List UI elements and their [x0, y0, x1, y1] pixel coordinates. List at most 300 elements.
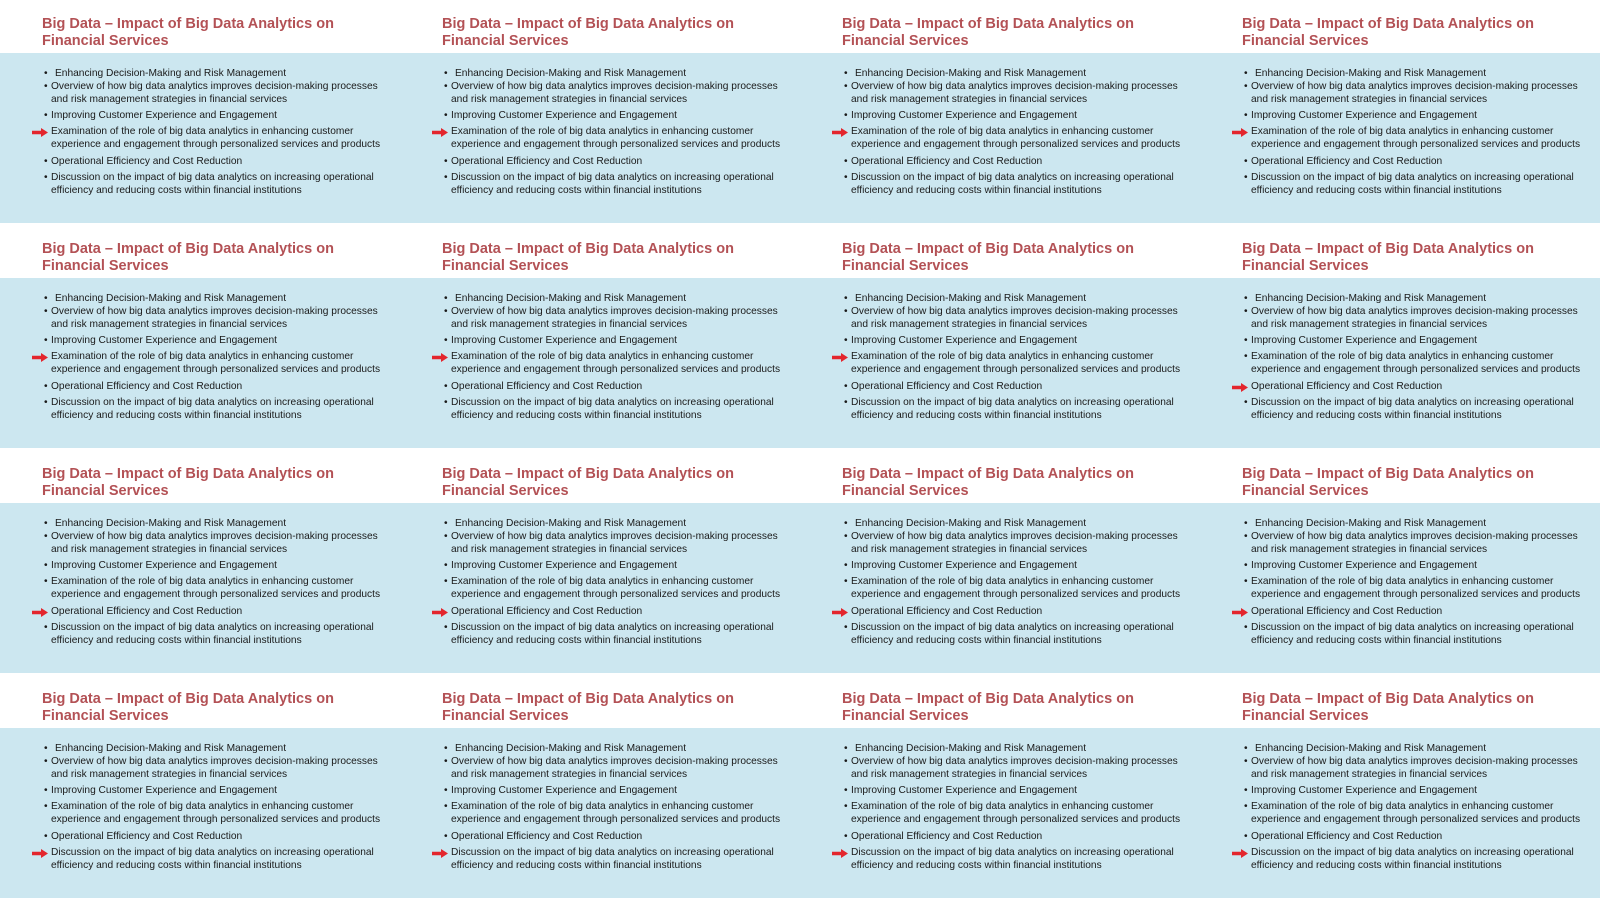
- bullet-text: Examination of the role of big data analytics in enhancing customer experience and engagement through personalized services and products: [1251, 351, 1581, 376]
- bullet-item: [400, 622, 800, 648]
- bullet-text: Operational Efficiency and Cost Reduction: [851, 380, 1043, 392]
- slide-thumbnail[interactable]: [400, 225, 800, 450]
- bullet-item: [1200, 156, 1600, 169]
- bullet-dot: •: [444, 171, 448, 183]
- slide-title: Big Data – Impact of Big Data Analytics on Financial Services: [442, 241, 734, 274]
- bullet-item: [400, 606, 800, 619]
- bullet-dot: •: [1244, 171, 1248, 183]
- bullet-text: Overview of how big data analytics improves decision-making processes and risk management strategies in financial services: [51, 305, 378, 330]
- bullet-dot: •: [444, 380, 448, 392]
- bullet-dot: •: [1244, 305, 1248, 317]
- bullet-text: Overview of how big data analytics improves decision-making processes and risk management strategies in financial services: [451, 305, 778, 330]
- bullet-item: [800, 335, 1200, 348]
- bullet-text: Examination of the role of big data analytics in enhancing customer experience and engagement through personalized services and products: [1251, 801, 1581, 826]
- bullet-item: [0, 110, 400, 123]
- slide-title: Big Data – Impact of Big Data Analytics on Financial Services: [842, 16, 1134, 49]
- bullet-item: [1200, 560, 1600, 573]
- bullet-dot: •: [444, 334, 448, 346]
- bullet-text: Examination of the role of big data analytics in enhancing customer experience and engagement through personalized services and products: [1251, 576, 1581, 601]
- bullet-dot: •: [1244, 109, 1248, 121]
- bullet-item: [400, 518, 800, 531]
- slide-thumbnail[interactable]: [800, 225, 1200, 450]
- bullet-item: [800, 756, 1200, 782]
- bullet-list: [400, 68, 800, 201]
- bullet-item: [0, 606, 400, 619]
- bullet-item: [800, 306, 1200, 332]
- bullet-text: Enhancing Decision-Making and Risk Management: [55, 293, 287, 304]
- bullet-item: [0, 81, 400, 107]
- bullet-dot: •: [844, 576, 848, 588]
- bullet-item: [1200, 606, 1600, 619]
- bullet-list: [0, 518, 400, 651]
- bullet-item: [800, 126, 1200, 152]
- bullet-item: [400, 785, 800, 798]
- bullet-dot: •: [844, 293, 848, 304]
- bullet-text: Examination of the role of big data analytics in enhancing customer experience and engagement through personalized services and products: [51, 576, 381, 601]
- bullet-text: Operational Efficiency and Cost Reduction: [451, 605, 643, 617]
- slide-title: Big Data – Impact of Big Data Analytics on Financial Services: [842, 691, 1134, 724]
- bullet-dot: •: [44, 334, 48, 346]
- slide-thumbnail[interactable]: [400, 0, 800, 225]
- bullet-dot: •: [1244, 576, 1248, 588]
- bullet-dot: •: [44, 801, 48, 813]
- bullet-item: [400, 335, 800, 348]
- slide-title: Big Data – Impact of Big Data Analytics on Financial Services: [42, 466, 334, 499]
- bullet-item: [800, 351, 1200, 377]
- bullet-item: [1200, 68, 1600, 81]
- bullet-item: [0, 335, 400, 348]
- slide-thumbnail[interactable]: [1200, 675, 1600, 900]
- bullet-item: [800, 110, 1200, 123]
- bullet-text: Discussion on the impact of big data analytics on increasing operational efficiency and reducing costs within financial institutions: [51, 846, 374, 871]
- bullet-dot: •: [44, 155, 48, 167]
- bullet-dot: •: [44, 396, 48, 408]
- bullet-dot: •: [44, 576, 48, 588]
- bullet-text: Improving Customer Experience and Engagement: [451, 334, 677, 346]
- bullet-text: Operational Efficiency and Cost Reduction: [51, 605, 243, 617]
- bullet-dot: •: [44, 68, 48, 79]
- bullet-text: Operational Efficiency and Cost Reduction: [851, 155, 1043, 167]
- bullet-item: [0, 847, 400, 873]
- bullet-item: [400, 397, 800, 423]
- bullet-item: [1200, 293, 1600, 306]
- bullet-text: Overview of how big data analytics improves decision-making processes and risk management strategies in financial services: [451, 755, 778, 780]
- bullet-text: Overview of how big data analytics improves decision-making processes and risk management strategies in financial services: [51, 530, 378, 555]
- bullet-item: [1200, 335, 1600, 348]
- bullet-dot: •: [44, 784, 48, 796]
- slide-title: Big Data – Impact of Big Data Analytics on Financial Services: [42, 241, 334, 274]
- bullet-text: Enhancing Decision-Making and Risk Management: [55, 68, 287, 79]
- bullet-item: [800, 847, 1200, 873]
- bullet-dot: •: [1244, 80, 1248, 92]
- bullet-dot: •: [1244, 396, 1248, 408]
- slide-thumbnail[interactable]: [800, 450, 1200, 675]
- bullet-dot: •: [444, 155, 448, 167]
- bullet-item: [400, 756, 800, 782]
- bullet-item: [400, 110, 800, 123]
- bullet-text: Discussion on the impact of big data analytics on increasing operational efficiency and reducing costs within financial institutions: [1251, 621, 1574, 646]
- bullet-text: Improving Customer Experience and Engagement: [851, 559, 1077, 571]
- bullet-text: Discussion on the impact of big data analytics on increasing operational efficiency and reducing costs within financial institutions: [1251, 846, 1574, 871]
- bullet-text: Improving Customer Experience and Engagement: [51, 334, 277, 346]
- bullet-item: [1200, 81, 1600, 107]
- bullet-text: Overview of how big data analytics improves decision-making processes and risk management strategies in financial services: [51, 80, 378, 105]
- slide-thumbnail[interactable]: [0, 225, 400, 450]
- bullet-list: [1200, 293, 1600, 426]
- bullet-text: Discussion on the impact of big data analytics on increasing operational efficiency and reducing costs within financial institutions: [451, 396, 774, 421]
- bullet-text: Overview of how big data analytics improves decision-making processes and risk management strategies in financial services: [1251, 80, 1578, 105]
- bullet-text: Improving Customer Experience and Engagement: [51, 559, 277, 571]
- bullet-list: [0, 293, 400, 426]
- bullet-item: [0, 172, 400, 198]
- bullet-item: [0, 156, 400, 169]
- red-arrow-icon: [1232, 849, 1248, 858]
- bullet-text: Discussion on the impact of big data analytics on increasing operational efficiency and reducing costs within financial institutions: [851, 621, 1174, 646]
- slide-thumbnail[interactable]: [1200, 0, 1600, 225]
- bullet-text: Operational Efficiency and Cost Reduction: [851, 830, 1043, 842]
- bullet-item: [0, 560, 400, 573]
- bullet-dot: •: [44, 830, 48, 842]
- slide-thumbnail[interactable]: [400, 675, 800, 900]
- bullet-text: Examination of the role of big data analytics in enhancing customer experience and engagement through personalized services and products: [451, 801, 781, 826]
- bullet-text: Overview of how big data analytics improves decision-making processes and risk management strategies in financial services: [851, 530, 1178, 555]
- bullet-item: [1200, 351, 1600, 377]
- bullet-list: [400, 743, 800, 876]
- bullet-dot: •: [844, 784, 848, 796]
- bullet-text: Operational Efficiency and Cost Reduction: [51, 155, 243, 167]
- bullet-item: [0, 518, 400, 531]
- bullet-item: [800, 68, 1200, 81]
- bullet-text: Overview of how big data analytics improves decision-making processes and risk management strategies in financial services: [1251, 530, 1578, 555]
- slide-title: Big Data – Impact of Big Data Analytics on Financial Services: [1242, 16, 1534, 49]
- bullet-dot: •: [844, 380, 848, 392]
- bullet-dot: •: [844, 396, 848, 408]
- slide-thumbnail[interactable]: [1200, 225, 1600, 450]
- red-arrow-icon: [432, 353, 448, 362]
- bullet-text: Examination of the role of big data analytics in enhancing customer experience and engagement through personalized services and products: [851, 576, 1181, 601]
- bullet-list: [800, 518, 1200, 651]
- bullet-dot: •: [44, 559, 48, 571]
- bullet-text: Enhancing Decision-Making and Risk Management: [1255, 293, 1487, 304]
- bullet-item: [400, 293, 800, 306]
- bullet-dot: •: [444, 530, 448, 542]
- bullet-text: Overview of how big data analytics improves decision-making processes and risk management strategies in financial services: [851, 755, 1178, 780]
- bullet-dot: •: [1244, 351, 1248, 363]
- bullet-text: Improving Customer Experience and Engagement: [451, 784, 677, 796]
- bullet-item: [800, 531, 1200, 557]
- bullet-text: Overview of how big data analytics improves decision-making processes and risk management strategies in financial services: [1251, 305, 1578, 330]
- bullet-item: [0, 68, 400, 81]
- bullet-dot: •: [444, 518, 448, 529]
- red-arrow-icon: [832, 353, 848, 362]
- bullet-text: Discussion on the impact of big data analytics on increasing operational efficiency and reducing costs within financial institutions: [451, 846, 774, 871]
- bullet-text: Enhancing Decision-Making and Risk Management: [855, 743, 1087, 754]
- bullet-text: Improving Customer Experience and Engagement: [451, 559, 677, 571]
- bullet-dot: •: [44, 109, 48, 121]
- bullet-item: [800, 293, 1200, 306]
- bullet-text: Overview of how big data analytics improves decision-making processes and risk management strategies in financial services: [1251, 755, 1578, 780]
- bullet-dot: •: [1244, 334, 1248, 346]
- bullet-text: Examination of the role of big data analytics in enhancing customer experience and engagement through personalized services and products: [451, 576, 781, 601]
- bullet-item: [0, 126, 400, 152]
- red-arrow-icon: [832, 608, 848, 617]
- bullet-list: [1200, 518, 1600, 651]
- bullet-text: Overview of how big data analytics improves decision-making processes and risk management strategies in financial services: [451, 530, 778, 555]
- bullet-text: Examination of the role of big data analytics in enhancing customer experience and engagement through personalized services and products: [51, 126, 381, 151]
- bullet-dot: •: [44, 743, 48, 754]
- bullet-item: [0, 531, 400, 557]
- bullet-list: [800, 743, 1200, 876]
- bullet-text: Improving Customer Experience and Engagement: [851, 109, 1077, 121]
- bullet-item: [0, 293, 400, 306]
- slide-thumbnail[interactable]: [1200, 450, 1600, 675]
- bullet-item: [400, 306, 800, 332]
- bullet-dot: •: [444, 80, 448, 92]
- bullet-item: [1200, 743, 1600, 756]
- bullet-item: [400, 172, 800, 198]
- bullet-dot: •: [844, 334, 848, 346]
- bullet-text: Discussion on the impact of big data analytics on increasing operational efficiency and reducing costs within financial institutions: [451, 621, 774, 646]
- bullet-dot: •: [444, 293, 448, 304]
- bullet-dot: •: [1244, 559, 1248, 571]
- bullet-list: [0, 743, 400, 876]
- bullet-dot: •: [844, 80, 848, 92]
- bullet-text: Examination of the role of big data analytics in enhancing customer experience and engagement through personalized services and products: [851, 801, 1181, 826]
- bullet-dot: •: [844, 68, 848, 79]
- bullet-dot: •: [444, 755, 448, 767]
- bullet-list: [800, 68, 1200, 201]
- bullet-dot: •: [844, 171, 848, 183]
- bullet-item: [800, 743, 1200, 756]
- bullet-item: [400, 81, 800, 107]
- bullet-list: [400, 293, 800, 426]
- bullet-text: Examination of the role of big data analytics in enhancing customer experience and engagement through personalized services and products: [851, 126, 1181, 151]
- bullet-text: Operational Efficiency and Cost Reduction: [1251, 605, 1443, 617]
- bullet-item: [800, 156, 1200, 169]
- bullet-text: Improving Customer Experience and Engagement: [51, 784, 277, 796]
- slide-thumbnail[interactable]: [800, 675, 1200, 900]
- bullet-item: [800, 622, 1200, 648]
- bullet-dot: •: [844, 155, 848, 167]
- bullet-dot: •: [444, 396, 448, 408]
- bullet-item: [1200, 518, 1600, 531]
- bullet-dot: •: [44, 380, 48, 392]
- bullet-text: Operational Efficiency and Cost Reduction: [1251, 830, 1443, 842]
- bullet-text: Operational Efficiency and Cost Reduction: [1251, 380, 1443, 392]
- bullet-dot: •: [844, 743, 848, 754]
- red-arrow-icon: [1232, 608, 1248, 617]
- bullet-text: Enhancing Decision-Making and Risk Management: [55, 518, 287, 529]
- bullet-text: Enhancing Decision-Making and Risk Management: [855, 68, 1087, 79]
- bullet-text: Enhancing Decision-Making and Risk Management: [455, 68, 687, 79]
- bullet-dot: •: [44, 171, 48, 183]
- bullet-text: Discussion on the impact of big data analytics on increasing operational efficiency and reducing costs within financial institutions: [51, 396, 374, 421]
- bullet-dot: •: [444, 559, 448, 571]
- slide-title: Big Data – Impact of Big Data Analytics on Financial Services: [842, 241, 1134, 274]
- bullet-dot: •: [1244, 518, 1248, 529]
- slide-thumbnail[interactable]: [800, 0, 1200, 225]
- bullet-dot: •: [444, 305, 448, 317]
- bullet-item: [400, 381, 800, 394]
- bullet-dot: •: [1244, 743, 1248, 754]
- bullet-text: Overview of how big data analytics improves decision-making processes and risk management strategies in financial services: [851, 80, 1178, 105]
- bullet-dot: •: [444, 621, 448, 633]
- bullet-dot: •: [44, 755, 48, 767]
- bullet-dot: •: [44, 80, 48, 92]
- bullet-text: Operational Efficiency and Cost Reduction: [51, 380, 243, 392]
- slide-title: Big Data – Impact of Big Data Analytics on Financial Services: [442, 16, 734, 49]
- bullet-item: [800, 172, 1200, 198]
- bullet-list: [400, 518, 800, 651]
- slide-thumbnail[interactable]: [0, 675, 400, 900]
- red-arrow-icon: [1232, 383, 1248, 392]
- bullet-item: [400, 560, 800, 573]
- bullet-item: [0, 785, 400, 798]
- bullet-item: [0, 756, 400, 782]
- bullet-text: Operational Efficiency and Cost Reduction: [451, 155, 643, 167]
- red-arrow-icon: [432, 128, 448, 137]
- bullet-text: Discussion on the impact of big data analytics on increasing operational efficiency and reducing costs within financial institutions: [851, 396, 1174, 421]
- bullet-text: Improving Customer Experience and Engagement: [851, 784, 1077, 796]
- bullet-item: [0, 397, 400, 423]
- bullet-text: Enhancing Decision-Making and Risk Management: [455, 293, 687, 304]
- bullet-item: [1200, 831, 1600, 844]
- bullet-text: Examination of the role of big data analytics in enhancing customer experience and engagement through personalized services and products: [451, 351, 781, 376]
- bullet-dot: •: [1244, 530, 1248, 542]
- slide-title: Big Data – Impact of Big Data Analytics on Financial Services: [842, 466, 1134, 499]
- red-arrow-icon: [432, 608, 448, 617]
- bullet-text: Improving Customer Experience and Engagement: [1251, 109, 1477, 121]
- bullet-text: Examination of the role of big data analytics in enhancing customer experience and engagement through personalized services and products: [851, 351, 1181, 376]
- red-arrow-icon: [32, 353, 48, 362]
- bullet-list: [0, 68, 400, 201]
- bullet-item: [1200, 847, 1600, 873]
- slide-title: Big Data – Impact of Big Data Analytics on Financial Services: [1242, 691, 1534, 724]
- bullet-text: Enhancing Decision-Making and Risk Management: [55, 743, 287, 754]
- bullet-text: Improving Customer Experience and Engagement: [1251, 334, 1477, 346]
- red-arrow-icon: [832, 128, 848, 137]
- bullet-dot: •: [44, 621, 48, 633]
- bullet-item: [1200, 785, 1600, 798]
- bullet-item: [1200, 622, 1600, 648]
- bullet-item: [1200, 126, 1600, 152]
- bullet-item: [1200, 576, 1600, 602]
- bullet-item: [1200, 397, 1600, 423]
- bullet-item: [400, 847, 800, 873]
- bullet-dot: •: [1244, 155, 1248, 167]
- bullet-dot: •: [44, 530, 48, 542]
- bullet-dot: •: [844, 109, 848, 121]
- bullet-item: [1200, 110, 1600, 123]
- bullet-dot: •: [444, 801, 448, 813]
- bullet-dot: •: [844, 621, 848, 633]
- bullet-text: Operational Efficiency and Cost Reduction: [451, 830, 643, 842]
- bullet-item: [800, 576, 1200, 602]
- bullet-text: Examination of the role of big data analytics in enhancing customer experience and engagement through personalized services and products: [1251, 126, 1581, 151]
- bullet-dot: •: [444, 830, 448, 842]
- bullet-text: Examination of the role of big data analytics in enhancing customer experience and engagement through personalized services and products: [451, 126, 781, 151]
- bullet-item: [1200, 756, 1600, 782]
- bullet-list: [1200, 68, 1600, 201]
- bullet-text: Discussion on the impact of big data analytics on increasing operational efficiency and reducing costs within financial institutions: [451, 171, 774, 196]
- bullet-dot: •: [1244, 621, 1248, 633]
- bullet-text: Enhancing Decision-Making and Risk Management: [455, 518, 687, 529]
- bullet-dot: •: [1244, 801, 1248, 813]
- bullet-text: Operational Efficiency and Cost Reduction: [1251, 155, 1443, 167]
- bullet-text: Improving Customer Experience and Engagement: [1251, 784, 1477, 796]
- bullet-item: [400, 126, 800, 152]
- bullet-dot: •: [844, 755, 848, 767]
- bullet-dot: •: [844, 530, 848, 542]
- bullet-item: [800, 518, 1200, 531]
- bullet-item: [1200, 381, 1600, 394]
- slide-title: Big Data – Impact of Big Data Analytics on Financial Services: [42, 691, 334, 724]
- bullet-dot: •: [444, 109, 448, 121]
- bullet-text: Enhancing Decision-Making and Risk Management: [1255, 68, 1487, 79]
- bullet-text: Operational Efficiency and Cost Reduction: [51, 830, 243, 842]
- bullet-dot: •: [1244, 293, 1248, 304]
- bullet-dot: •: [44, 305, 48, 317]
- bullet-item: [400, 156, 800, 169]
- slide-thumbnail[interactable]: [0, 450, 400, 675]
- bullet-item: [800, 397, 1200, 423]
- red-arrow-icon: [832, 849, 848, 858]
- bullet-dot: •: [444, 68, 448, 79]
- bullet-list: [800, 293, 1200, 426]
- bullet-text: Enhancing Decision-Making and Risk Management: [855, 518, 1087, 529]
- bullet-text: Operational Efficiency and Cost Reduction: [451, 380, 643, 392]
- bullet-text: Enhancing Decision-Making and Risk Management: [455, 743, 687, 754]
- bullet-text: Discussion on the impact of big data analytics on increasing operational efficiency and reducing costs within financial institutions: [51, 621, 374, 646]
- bullet-dot: •: [1244, 784, 1248, 796]
- slide-thumbnail[interactable]: [0, 0, 400, 225]
- bullet-text: Examination of the role of big data analytics in enhancing customer experience and engagement through personalized services and products: [51, 801, 381, 826]
- bullet-text: Discussion on the impact of big data analytics on increasing operational efficiency and reducing costs within financial institutions: [1251, 396, 1574, 421]
- bullet-item: [1200, 306, 1600, 332]
- bullet-dot: •: [444, 576, 448, 588]
- bullet-item: [0, 831, 400, 844]
- slide-title: Big Data – Impact of Big Data Analytics on Financial Services: [442, 691, 734, 724]
- bullet-dot: •: [1244, 68, 1248, 79]
- bullet-text: Discussion on the impact of big data analytics on increasing operational efficiency and reducing costs within financial institutions: [851, 846, 1174, 871]
- bullet-text: Operational Efficiency and Cost Reduction: [851, 605, 1043, 617]
- bullet-item: [400, 531, 800, 557]
- bullet-text: Discussion on the impact of big data analytics on increasing operational efficiency and reducing costs within financial institutions: [851, 171, 1174, 196]
- bullet-dot: •: [444, 743, 448, 754]
- bullet-text: Discussion on the impact of big data analytics on increasing operational efficiency and reducing costs within financial institutions: [51, 171, 374, 196]
- bullet-dot: •: [1244, 830, 1248, 842]
- bullet-item: [0, 381, 400, 394]
- red-arrow-icon: [432, 849, 448, 858]
- bullet-text: Examination of the role of big data analytics in enhancing customer experience and engagement through personalized services and products: [51, 351, 381, 376]
- bullet-item: [400, 831, 800, 844]
- bullet-dot: •: [844, 559, 848, 571]
- bullet-item: [400, 576, 800, 602]
- bullet-dot: •: [844, 801, 848, 813]
- bullet-dot: •: [844, 305, 848, 317]
- bullet-list: [1200, 743, 1600, 876]
- red-arrow-icon: [32, 128, 48, 137]
- bullet-dot: •: [444, 784, 448, 796]
- bullet-dot: •: [44, 518, 48, 529]
- bullet-item: [0, 351, 400, 377]
- bullet-text: Improving Customer Experience and Engagement: [1251, 559, 1477, 571]
- bullet-item: [800, 81, 1200, 107]
- slide-title: Big Data – Impact of Big Data Analytics on Financial Services: [1242, 241, 1534, 274]
- bullet-item: [0, 801, 400, 827]
- slide-thumbnail[interactable]: [400, 450, 800, 675]
- bullet-text: Improving Customer Experience and Engagement: [451, 109, 677, 121]
